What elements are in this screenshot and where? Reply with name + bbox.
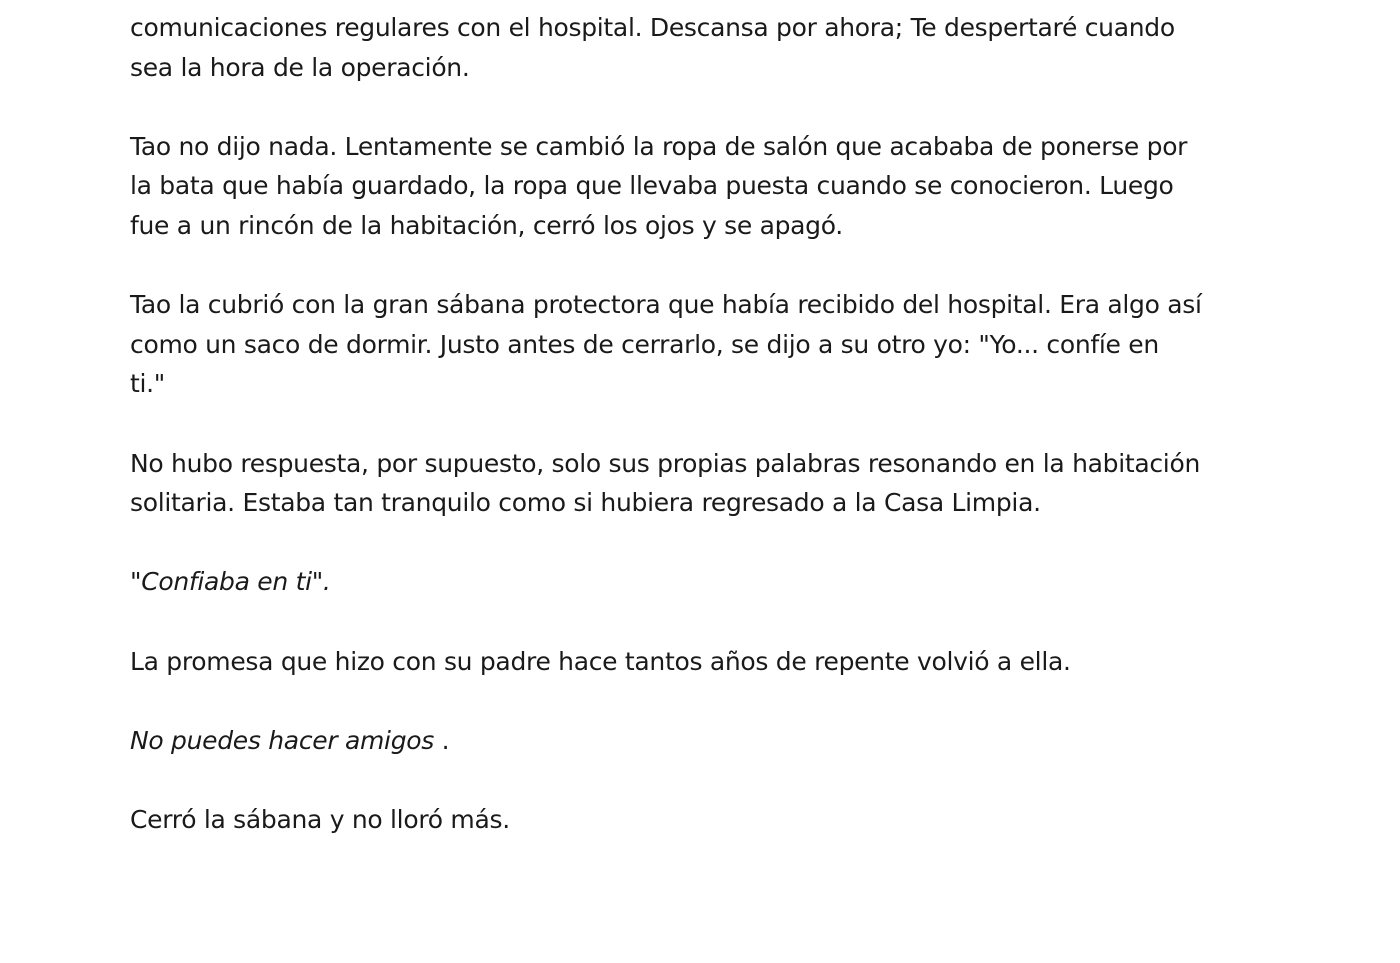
text-line: comunicaciones regulares con el hospital. Descansa por ahora; Te despertaré cuando [130,13,1175,42]
text-line: La promesa que hizo con su padre hace tantos años de repente volvió a ella. [130,646,1071,676]
text-line: la bata que había guardado, la ropa que llevaba puesta cuando se conocieron. Luego [130,171,1174,201]
text-line: ti." [130,369,165,399]
italic-text: No puedes hacer amigos [130,725,434,755]
paragraph-7-italic-quote [130,721,1290,761]
text-line: Tao no dijo nada. Lentamente se cambió la ropa de salón que acababa de ponerse por [130,131,1188,161]
text-line: solitaria. Estaba tan tranquilo como si hubiera regresado a la Casa Limpia. [130,488,1041,518]
trailing-text: . [433,725,450,755]
document-page [130,8,1290,879]
paragraph-5-italic-quote [130,562,1290,602]
text-line: sea la hora de la operación. [130,52,470,82]
text-line: Tao la cubrió con la gran sábana protectora que había recibido del hospital. Era algo así [130,290,1202,320]
paragraph-1 [130,8,1290,87]
text-line: fue a un rincón de la habitación, cerró los ojos y se apagó. [130,210,843,240]
text-line: No hubo respuesta, por supuesto, solo sus propias palabras resonando en la habitación [130,448,1200,478]
paragraph-6 [130,642,1290,682]
text-line: Cerró la sábana y no lloró más. [130,804,510,834]
paragraph-3 [130,285,1290,404]
paragraph-2 [130,127,1290,246]
italic-text: "Confiaba en ti". [130,567,331,597]
text-line: como un saco de dormir. Justo antes de cerrarlo, se dijo a su otro yo: "Yo... confíe en [130,329,1159,359]
paragraph-8 [130,800,1290,840]
paragraph-4 [130,444,1290,523]
